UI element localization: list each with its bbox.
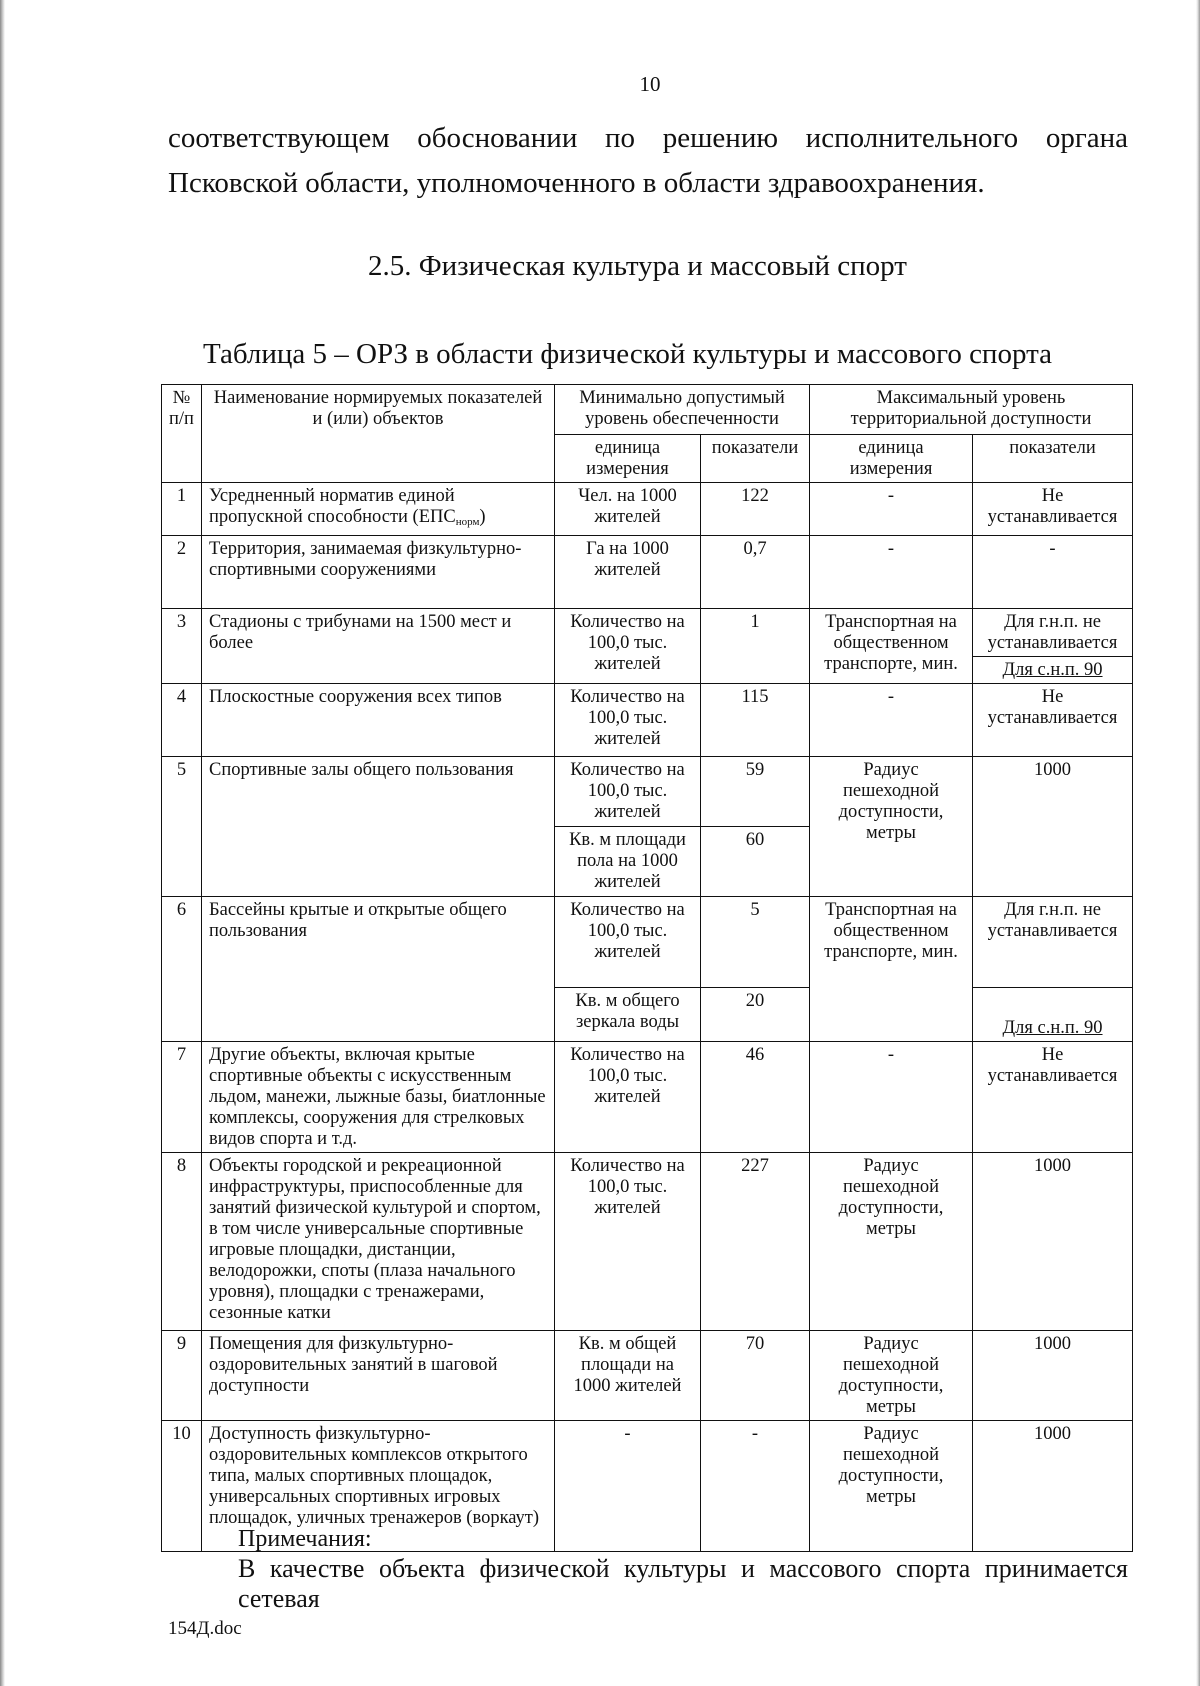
row-value: - — [701, 1421, 810, 1552]
notes-text: В качестве объекта физической культуры и массового спорта принимается сетевая — [238, 1554, 1128, 1613]
table-row — [162, 757, 1133, 827]
row-name-tail: ) — [479, 507, 486, 527]
row-unit-secondary: Кв. м общего зеркала воды — [555, 988, 701, 1042]
row-num: 8 — [162, 1153, 202, 1331]
row-value: 115 — [701, 684, 810, 757]
row-unit-secondary: Кв. м площади пола на 1000 жителей — [555, 827, 701, 897]
row-access-value: Не устанавливается — [973, 684, 1133, 757]
table-row — [162, 483, 1133, 536]
row-access-unit: Радиус пешеходной доступности, метры — [810, 1153, 973, 1331]
header-indicators: показатели — [701, 435, 810, 483]
row-unit: Га на 1000 жителей — [555, 536, 701, 609]
row-access-value-rural — [973, 988, 1133, 1042]
row-access-unit: - — [810, 684, 973, 757]
row-name: Помещения для физкультурно-оздоровительных занятий в шаговой доступности — [202, 1331, 555, 1421]
row-access-unit: Транспортная на общественном транспорте, мин. — [810, 897, 973, 1042]
row-value: 227 — [701, 1153, 810, 1331]
row-name: Спортивные залы общего пользования — [202, 757, 555, 897]
row-access-value: 1000 — [973, 1153, 1133, 1331]
header-access-unit: единица измерения — [810, 435, 973, 483]
row-unit: Кв. м общей площади на 1000 жителей — [555, 1331, 701, 1421]
header-min-level: Минимально допустимый уровень обеспеченности — [555, 385, 810, 435]
row-unit: Количество на 100,0 тыс. жителей — [555, 897, 701, 988]
row-name: Объекты городской и рекреационной инфраструктуры, приспособленные для занятий физической культурой и спортом, в том числе универсальные спортивные игровые площадки, дистанции, велодорожки, споты (плаза начального уровня), площадки с тренажерами, сезонные катки — [202, 1153, 555, 1331]
scan-edge-left — [0, 0, 5, 1686]
row-unit: Количество на 100,0 тыс. жителей — [555, 1153, 701, 1331]
intro-paragraph: соответствующем обосновании по решению исполнительного органа Псковской области, уполномоченного в области здравоохранения. — [168, 122, 1128, 199]
row-access-value-urban: Для г.н.п. не устанавливается — [973, 609, 1133, 657]
row-name: Стадионы с трибунами на 1500 мест и более — [202, 609, 555, 684]
scan-edge-right — [1196, 0, 1200, 1686]
row-num: 2 — [162, 536, 202, 609]
row-access-value: 1000 — [973, 1421, 1133, 1552]
row-value: 46 — [701, 1042, 810, 1153]
row-name — [202, 483, 555, 536]
header-access-indicators: показатели — [973, 435, 1133, 483]
row-access-value: 1000 — [973, 1331, 1133, 1421]
row-access-unit: Радиус пешеходной доступности, метры — [810, 1421, 973, 1552]
row-num: 7 — [162, 1042, 202, 1153]
row-value: 70 — [701, 1331, 810, 1421]
section-title: 2.5. Физическая культура и массовый спорт — [368, 250, 907, 282]
row-unit: Количество на 100,0 тыс. жителей — [555, 684, 701, 757]
row-num: 1 — [162, 483, 202, 536]
row-access-unit: Транспортная на общественном транспорте, мин. — [810, 609, 973, 684]
row-value: 1 — [701, 609, 810, 684]
row-name: Территория, занимаемая физкультурно-спортивными сооружениями — [202, 536, 555, 609]
row-num: 9 — [162, 1331, 202, 1421]
row-value-secondary: 60 — [701, 827, 810, 897]
table-row — [162, 1042, 1133, 1153]
row-num: 6 — [162, 897, 202, 1042]
row-access-unit: - — [810, 483, 973, 536]
row-name: Другие объекты, включая крытые спортивные объекты с искусственным льдом, манежи, лыжные базы, биатлонные комплексы, сооружения для стрелковых видов спорта и т.д. — [202, 1042, 555, 1153]
table-row — [162, 536, 1133, 609]
row-value: 5 — [701, 897, 810, 988]
row-access-value-urban: Для г.н.п. не устанавливается — [973, 897, 1133, 988]
row-access-value: Не устанавливается — [973, 483, 1133, 536]
rural-value-text: Для с.н.п. 90 — [1002, 660, 1103, 680]
header-max-access: Максимальный уровень территориальной доступности — [810, 385, 1133, 435]
row-name: Бассейны крытые и открытые общего пользования — [202, 897, 555, 1042]
notes-heading: Примечания: — [238, 1526, 372, 1552]
row-num: 3 — [162, 609, 202, 684]
row-unit: Количество на 100,0 тыс. жителей — [555, 1042, 701, 1153]
row-unit: Чел. на 1000 жителей — [555, 483, 701, 536]
row-value: 122 — [701, 483, 810, 536]
row-name-subscript: норм — [455, 516, 480, 528]
table-header-row — [162, 385, 1133, 435]
row-access-unit: - — [810, 536, 973, 609]
rural-value-text: Для с.н.п. 90 — [1002, 1018, 1103, 1038]
row-value: 0,7 — [701, 536, 810, 609]
row-access-value: Не устанавливается — [973, 1042, 1133, 1153]
orz-table — [161, 384, 1133, 1552]
row-access-unit: Радиус пешеходной доступности, метры — [810, 757, 973, 897]
row-unit: - — [555, 1421, 701, 1552]
row-name: Плоскостные сооружения всех типов — [202, 684, 555, 757]
header-name: Наименование нормируемых показателей и (или) объектов — [202, 385, 555, 483]
header-unit: единица измерения — [555, 435, 701, 483]
row-unit: Количество на 100,0 тыс. жителей — [555, 757, 701, 827]
row-access-value-rural — [973, 657, 1133, 684]
header-num: № п/п — [162, 385, 202, 483]
table-title: Таблица 5 – ОРЗ в области физической культуры и массового спорта — [203, 338, 1052, 370]
table-row — [162, 684, 1133, 757]
row-unit: Количество на 100,0 тыс. жителей — [555, 609, 701, 684]
row-access-value: 1000 — [973, 757, 1133, 897]
row-value-secondary: 20 — [701, 988, 810, 1042]
row-num: 10 — [162, 1421, 202, 1552]
row-access-unit: Радиус пешеходной доступности, метры — [810, 1331, 973, 1421]
row-num: 4 — [162, 684, 202, 757]
row-name-text: Усредненный норматив единой пропускной способности (ЕПС — [209, 486, 456, 527]
row-name: Доступность физкультурно-оздоровительных комплексов открытого типа, малых спортивных площадок, универсальных спортивных игровых площадок, уличных тренажеров (воркаут) — [202, 1421, 555, 1552]
row-value: 59 — [701, 757, 810, 827]
page-number: 10 — [639, 72, 661, 96]
row-num: 5 — [162, 757, 202, 897]
table-row — [162, 1153, 1133, 1331]
row-access-value: - — [973, 536, 1133, 609]
table-row — [162, 609, 1133, 657]
table-row — [162, 897, 1133, 988]
footer-filename: 154Д.doc — [168, 1618, 242, 1639]
row-access-unit: - — [810, 1042, 973, 1153]
table-row — [162, 1331, 1133, 1421]
